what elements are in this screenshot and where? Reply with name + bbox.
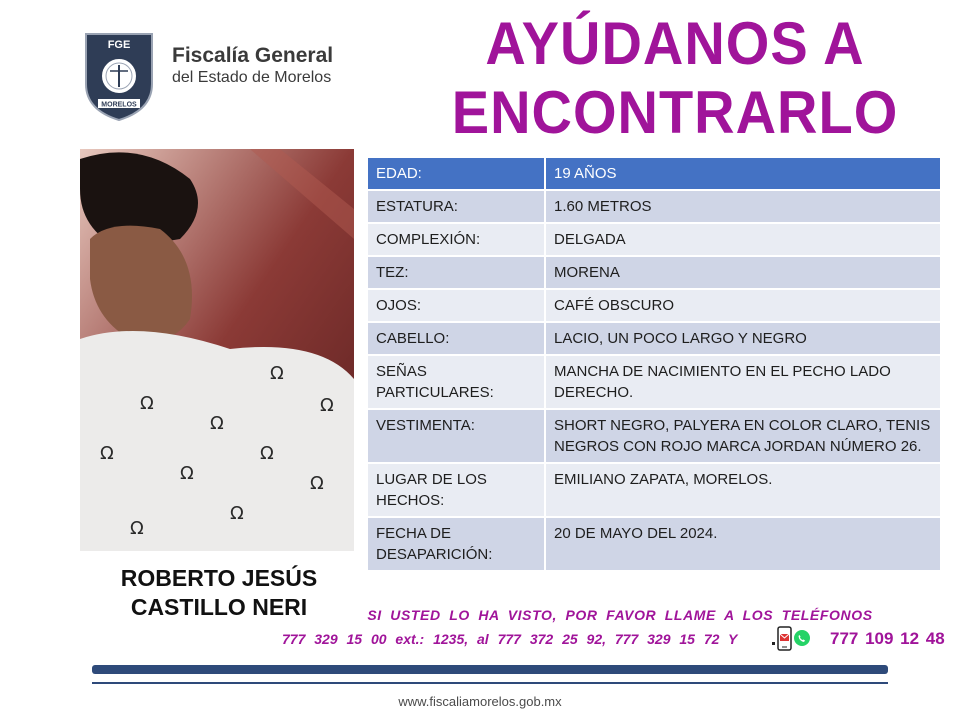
message-icon (780, 634, 789, 641)
svg-text:Ω: Ω (130, 518, 144, 539)
detail-label: CABELLO: (367, 322, 545, 355)
detail-label: COMPLEXIÓN: (367, 223, 545, 256)
detail-label: LUGAR DE LOS HECHOS: (367, 463, 545, 517)
whatsapp-icon (794, 630, 810, 646)
shield-icon (80, 28, 158, 122)
detail-value: MANCHA DE NACIMIENTO EN EL PECHO LADO DERECHO. (545, 355, 941, 409)
svg-text:Ω: Ω (260, 443, 274, 464)
headline-line1: AYÚDANOS A (485, 8, 865, 77)
details-row (367, 517, 941, 571)
svg-text:Ω: Ω (100, 443, 114, 464)
detail-value: 1.60 METROS (545, 190, 941, 223)
whatsapp-phone: 777 109 12 48 (830, 629, 945, 648)
details-row (367, 355, 941, 409)
detail-label: ESTATURA: (367, 190, 545, 223)
logo-bottom-text: MORELOS (101, 101, 137, 109)
headline (440, 9, 910, 147)
detail-value: MORENA (545, 256, 941, 289)
contact-icons (772, 626, 812, 652)
website-link[interactable]: www.fiscaliamorelos.gob.mx (398, 694, 562, 709)
detail-value: CAFÉ OBSCURO (545, 289, 941, 322)
headline-line2: ENCONTRARLO (451, 78, 899, 147)
svg-text:Ω: Ω (320, 395, 334, 416)
logo-text: FGE (107, 39, 131, 51)
svg-text:Ω: Ω (230, 503, 244, 524)
footer-rule-thin (92, 682, 888, 684)
detail-label: TEZ: (367, 256, 545, 289)
svg-text:Ω: Ω (310, 473, 324, 494)
org-name-line2: del Estado de Morelos (172, 69, 332, 86)
detail-label: VESTIMENTA: (367, 409, 545, 463)
detail-value: 20 DE MAYO DEL 2024. (545, 517, 941, 571)
detail-value: 19 AÑOS (545, 157, 941, 190)
svg-text:Ω: Ω (270, 363, 284, 384)
person-name-line1: ROBERTO JESÚS (120, 565, 318, 591)
phone-numbers: 777 329 15 00 ext.: 1235, al 777 372 25 92, 777 329 15 72 Y (282, 631, 738, 647)
detail-value: DELGADA (545, 223, 941, 256)
svg-text:Ω: Ω (210, 413, 224, 434)
detail-label: OJOS: (367, 289, 545, 322)
svg-text:Ω: Ω (140, 393, 154, 414)
person-name (68, 564, 370, 622)
detail-label: EDAD: (367, 157, 545, 190)
detail-value: SHORT NEGRO, PALYERA EN COLOR CLARO, TENIS NEGROS CON ROJO MARCA JORDAN NÚMERO 26. (545, 409, 941, 463)
details-row (367, 190, 941, 223)
details-row (367, 223, 941, 256)
detail-label: FECHA DE DESAPARICIÓN: (367, 517, 545, 571)
details-table (366, 156, 942, 572)
detail-label: SEÑAS PARTICULARES: (367, 355, 545, 409)
details-row (367, 463, 941, 517)
details-row (367, 157, 941, 190)
fge-logo (80, 28, 158, 122)
org-name (172, 44, 333, 88)
detail-value: EMILIANO ZAPATA, MORELOS. (545, 463, 941, 517)
details-row (367, 289, 941, 322)
details-row (367, 409, 941, 463)
org-name-line1: Fiscalía General (172, 44, 334, 67)
details-row (367, 256, 941, 289)
detail-value: LACIO, UN POCO LARGO Y NEGRO (545, 322, 941, 355)
person-name-line2: CASTILLO NERI (130, 594, 308, 620)
details-row (367, 322, 941, 355)
svg-text:Ω: Ω (180, 463, 194, 484)
footer-rule-thick (92, 665, 888, 674)
missing-person-photo (80, 149, 354, 551)
person-photo-image (80, 149, 354, 551)
call-to-action: SI USTED LO HA VISTO, POR FAVOR LLAME A LOS TELÉFONOS (367, 607, 873, 623)
